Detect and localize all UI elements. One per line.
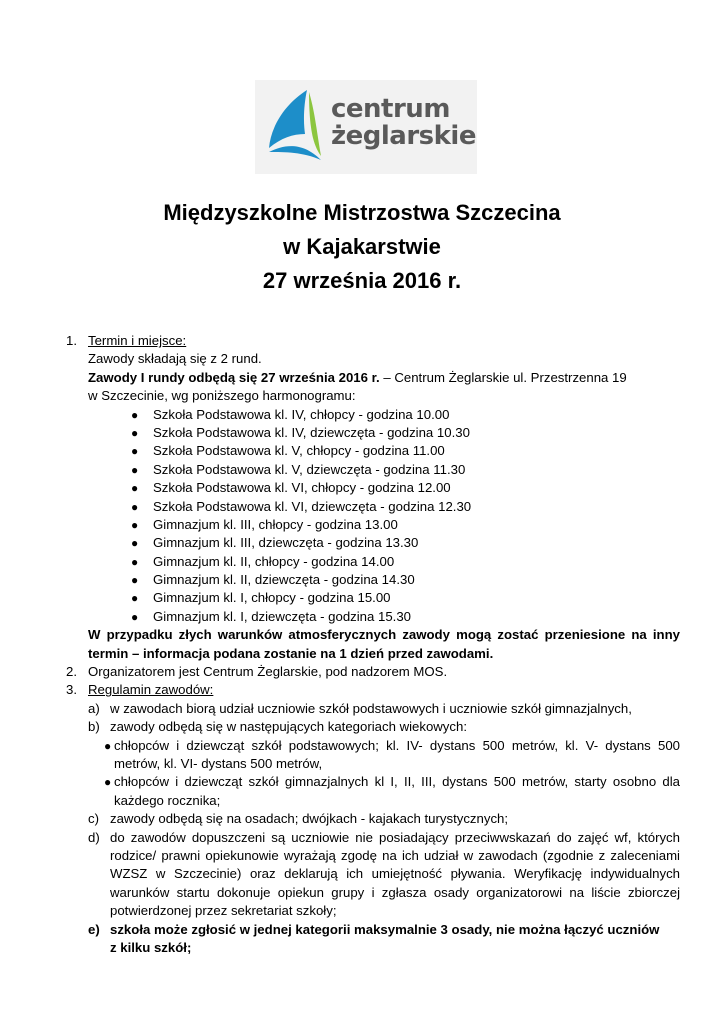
schedule-item-text: Szkoła Podstawowa kl. IV, chłopcy - godzina 10.00: [153, 406, 450, 422]
sail-icon: [263, 86, 329, 168]
rule-text: szkoła może zgłosić w jednej kategorii maksymalnie 3 osady, nie można łączyć uczniów: [110, 921, 660, 937]
schedule-item: [0, 553, 724, 571]
rule-item: [0, 810, 724, 828]
bullet-icon: ●: [131, 499, 139, 514]
weather-notice-line: [0, 645, 724, 663]
section1-heading-line: [0, 332, 724, 350]
category-line: [0, 737, 724, 755]
category-text: chłopców i dziewcząt szkół gimnazjalnych kl I, II, III, dystans 500 metrów, starty osobno dla: [114, 774, 680, 790]
document-title: [0, 196, 724, 298]
section-heading: Termin i miejsce:: [88, 333, 187, 348]
rule-continuation: [0, 902, 724, 920]
paragraph-line: [0, 350, 724, 368]
paragraph-line: [0, 369, 724, 387]
rule-item: [0, 921, 724, 939]
category-text: chłopców i dziewcząt szkół podstawowych; kl. IV- dystans 500 metrów, kl. V- dystans 500: [114, 737, 680, 753]
centrum-zeglarskie-logo: [255, 80, 477, 174]
bullet-icon: ●: [131, 536, 139, 551]
rule-continuation: [0, 884, 724, 902]
rule-continuation: [0, 847, 724, 865]
bullet-icon: ●: [131, 517, 139, 532]
logo-line1: centrum: [331, 94, 450, 124]
schedule-item-text: Gimnazjum kl. I, chłopcy - godzina 15.00: [153, 590, 391, 606]
rule-label: d): [88, 829, 100, 845]
schedule-item: [0, 498, 724, 516]
schedule-item-text: Szkoła Podstawowa kl. VI, chłopcy - godzina 12.00: [153, 480, 451, 496]
bullet-icon: ●: [131, 462, 139, 477]
rule-item: [0, 718, 724, 736]
category-text: każdego rocznika;: [114, 792, 221, 808]
rule-continuation: [0, 865, 724, 883]
section3-heading-line: [0, 681, 724, 699]
category-line: [0, 792, 724, 810]
schedule-item-text: Szkoła Podstawowa kl. V, chłopcy - godzina 11.00: [153, 443, 445, 459]
rule-text: w zawodach biorą udział uczniowie szkół podstawowych i uczniowie szkół gimnazjalnych,: [110, 700, 632, 716]
bullet-icon: ●: [131, 591, 139, 606]
category-line: [0, 755, 724, 773]
rule-text: do zawodów dopuszczeni są uczniowie nie posiadający przeciwwskazań do zajęć wf, których: [110, 829, 680, 845]
bullet-icon: ●: [131, 425, 139, 440]
rule-item: [0, 700, 724, 718]
schedule-item: [0, 589, 724, 607]
bullet-icon: ●: [104, 775, 112, 790]
section-heading: Regulamin zawodów:: [88, 682, 214, 698]
schedule-item-text: Gimnazjum kl. III, dziewczęta - godzina 13.30: [153, 535, 419, 551]
schedule-item-text: Szkoła Podstawowa kl. VI, dziewczęta - godzina 12.30: [153, 498, 472, 514]
date-emphasis: Zawody I rundy odbędą się 27 września 2016 r.: [88, 369, 380, 385]
paragraph-line: [0, 387, 724, 405]
document-body: [0, 332, 724, 957]
section-number: 1.: [66, 333, 77, 348]
rule-label: b): [88, 719, 100, 735]
section-number: 2.: [66, 664, 77, 680]
paragraph-text: Zawody składają się z 2 rund.: [88, 351, 262, 367]
bullet-icon: ●: [131, 407, 139, 422]
logo-line2: żeglarskie: [331, 121, 476, 151]
weather-notice-line: [0, 626, 724, 644]
schedule-item: [0, 571, 724, 589]
rule-text: potwierdzonej przez sekretariat szkoły;: [110, 903, 337, 919]
rule-text: rodzice/ prawni opiekunowie wyrażają zgodę na ich udział w zawodach (zgodnie z zaleceniami: [110, 847, 680, 863]
schedule-item-text: Gimnazjum kl. III, chłopcy - godzina 13.00: [153, 516, 398, 532]
weather-notice-text: termin – informacja podana zostanie na 1 dzień przed zawodami.: [88, 645, 494, 661]
schedule-list: [0, 406, 724, 627]
paragraph-text: [88, 369, 627, 387]
rule-text: zawody odbędą się w następujących kategoriach wiekowych:: [110, 719, 467, 735]
rule-continuation: [0, 939, 724, 957]
rule-text: WZSZ w Szczecinie) oraz deklarują ich umiejętność pływania. Weryfikację indywidualnych: [110, 866, 680, 882]
schedule-item: [0, 442, 724, 460]
schedule-item-text: Gimnazjum kl. II, chłopcy - godzina 14.00: [153, 553, 395, 569]
schedule-item-text: Gimnazjum kl. II, dziewczęta - godzina 14.30: [153, 572, 415, 588]
bullet-icon: ●: [131, 573, 139, 588]
schedule-item-text: Szkoła Podstawowa kl. IV, dziewczęta - godzina 10.30: [153, 424, 470, 440]
rule-label: c): [88, 811, 99, 827]
category-text: metrów, kl. VI- dystans 500 metrów,: [114, 755, 323, 771]
title-line2: w Kajakarstwie: [283, 234, 441, 259]
title-line3: 27 września 2016 r.: [262, 268, 462, 293]
section2-line: [0, 663, 724, 681]
rule-item: [0, 829, 724, 847]
bullet-icon: ●: [131, 609, 139, 624]
rule-text: zawody odbędą się na osadach; dwójkach - kajakach turystycznych;: [110, 811, 509, 827]
section-number: 3.: [66, 682, 77, 698]
schedule-item: [0, 461, 724, 479]
schedule-item: [0, 516, 724, 534]
schedule-item-text: Szkoła Podstawowa kl. V, dziewczęta - godzina 11.30: [153, 461, 466, 477]
organizer-text: Organizatorem jest Centrum Żeglarskie, pod nadzorem MOS.: [88, 664, 448, 680]
schedule-item: [0, 608, 724, 626]
logo-text: [331, 96, 476, 150]
rule-label: a): [88, 700, 100, 716]
bullet-icon: ●: [104, 738, 112, 753]
paragraph-text: w Szczecinie, wg poniższego harmonogramu:: [88, 388, 356, 404]
schedule-item: [0, 406, 724, 424]
schedule-item: [0, 534, 724, 552]
title-line1: Międzyszkolne Mistrzostwa Szczecina: [163, 200, 561, 225]
rule-text: warunków startu dokonuje opiekun grupy i zgłasza osady organizatorowi na liście zbiorczej: [110, 884, 680, 900]
schedule-item: [0, 479, 724, 497]
bullet-icon: ●: [131, 444, 139, 459]
rule-text: z kilku szkół;: [110, 939, 192, 955]
schedule-item-text: Gimnazjum kl. I, dziewczęta - godzina 15.30: [153, 608, 412, 624]
rule-label: e): [88, 921, 100, 937]
weather-notice-text: W przypadku złych warunków atmosferycznych zawody mogą zostać przeniesione na inny: [88, 627, 680, 643]
location-text: – Centrum Żeglarskie ul. Przestrzenna 19: [379, 369, 627, 385]
bullet-icon: ●: [131, 554, 139, 569]
bullet-icon: ●: [131, 481, 139, 496]
schedule-item: [0, 424, 724, 442]
category-line: [0, 773, 724, 791]
